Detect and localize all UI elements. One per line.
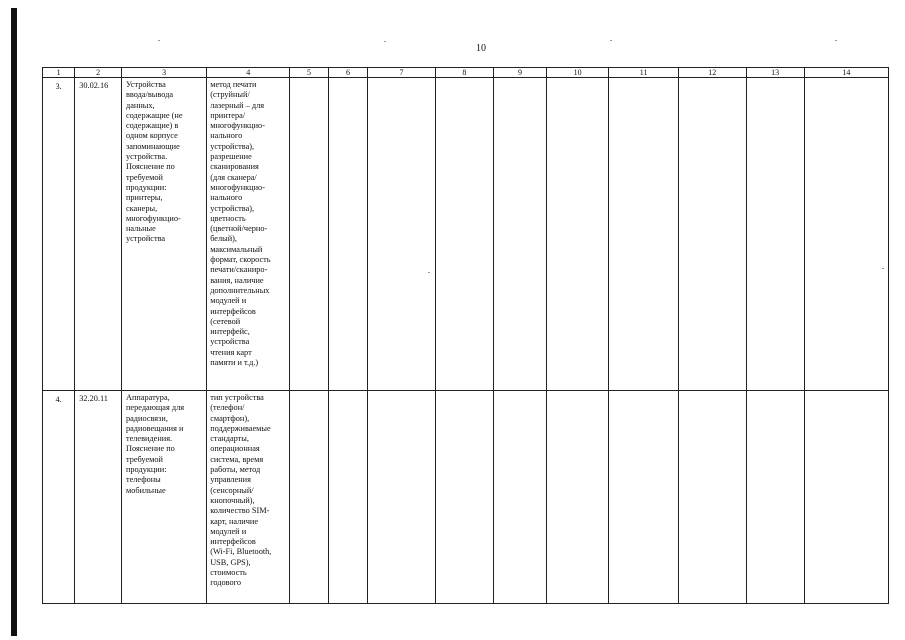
- row-number: 4.: [43, 391, 75, 604]
- column-header: 11: [609, 68, 679, 78]
- empty-cell: [547, 391, 609, 604]
- empty-cell: [746, 78, 804, 391]
- product-attributes: метод печати (струйный/ лазерный – для принтера/ многофункцио- нального устройства), разрешение сканирования (для сканера/ многофункцио- нального устройства), цветность (цветной/черно- белый), максимальный формат, скорость печати/сканиро- вания, наличие дополнительных модулей и интерфейсов (сетевой интерфейс, устройства чтения карт памяти и т.д.): [207, 78, 290, 391]
- column-header: 14: [804, 68, 888, 78]
- requirements-table: [42, 67, 889, 604]
- empty-cell: [494, 391, 547, 604]
- column-header: 5: [290, 68, 328, 78]
- scan-speck: [384, 41, 386, 42]
- empty-cell: [678, 78, 746, 391]
- page-number: 10: [476, 43, 486, 54]
- scan-speck: [835, 40, 837, 41]
- row-number: 3.: [43, 78, 75, 391]
- product-name: Устройства ввода/вывода данных, содержащие (не содержащие) в одном корпусе запоминающие устройства. Пояснение по требуемой продукции: принтеры, сканеры, многофункцио- нальные устройства: [121, 78, 206, 391]
- empty-cell: [435, 391, 493, 604]
- column-header: 8: [435, 68, 493, 78]
- product-attributes: тип устройства (телефон/ смартфон), поддерживаемые стандарты, операционная система, время работы, метод управления (сенсорный/ кнопочный), количество SIM- карт, наличие модулей и интерфейсов (Wi-Fi, Bluetooth, USB, GPS), стоимость годового: [207, 391, 290, 604]
- empty-cell: [328, 78, 367, 391]
- empty-cell: [494, 78, 547, 391]
- okpd-code: 30.02.16: [75, 78, 122, 391]
- empty-cell: [290, 391, 328, 604]
- scan-speck: [610, 40, 612, 41]
- column-header: 13: [746, 68, 804, 78]
- column-header: 2: [75, 68, 122, 78]
- empty-cell: [678, 391, 746, 604]
- empty-cell: [547, 78, 609, 391]
- empty-cell: [746, 391, 804, 604]
- scan-edge-bar: [11, 8, 17, 636]
- column-header: 12: [678, 68, 746, 78]
- column-header: 3: [121, 68, 206, 78]
- column-header: 1: [43, 68, 75, 78]
- empty-cell: [609, 78, 679, 391]
- column-header: 7: [368, 68, 436, 78]
- column-header: 10: [547, 68, 609, 78]
- empty-cell: [290, 78, 328, 391]
- column-header: 9: [494, 68, 547, 78]
- empty-cell: [804, 391, 888, 604]
- empty-cell: [609, 391, 679, 604]
- table-header-row: [43, 68, 889, 78]
- table-row: [43, 391, 889, 604]
- empty-cell: [328, 391, 367, 604]
- empty-cell: [435, 78, 493, 391]
- empty-cell: [368, 391, 436, 604]
- product-name: Аппаратура, передающая для радиосвязи, радиовещания и телевидения. Пояснение по требуемой продукции: телефоны мобильные: [121, 391, 206, 604]
- empty-cell: [804, 78, 888, 391]
- column-header: 4: [207, 68, 290, 78]
- scan-speck: [158, 40, 160, 41]
- okpd-code: 32.20.11: [75, 391, 122, 604]
- column-header: 6: [328, 68, 367, 78]
- empty-cell: [368, 78, 436, 391]
- table-row: [43, 78, 889, 391]
